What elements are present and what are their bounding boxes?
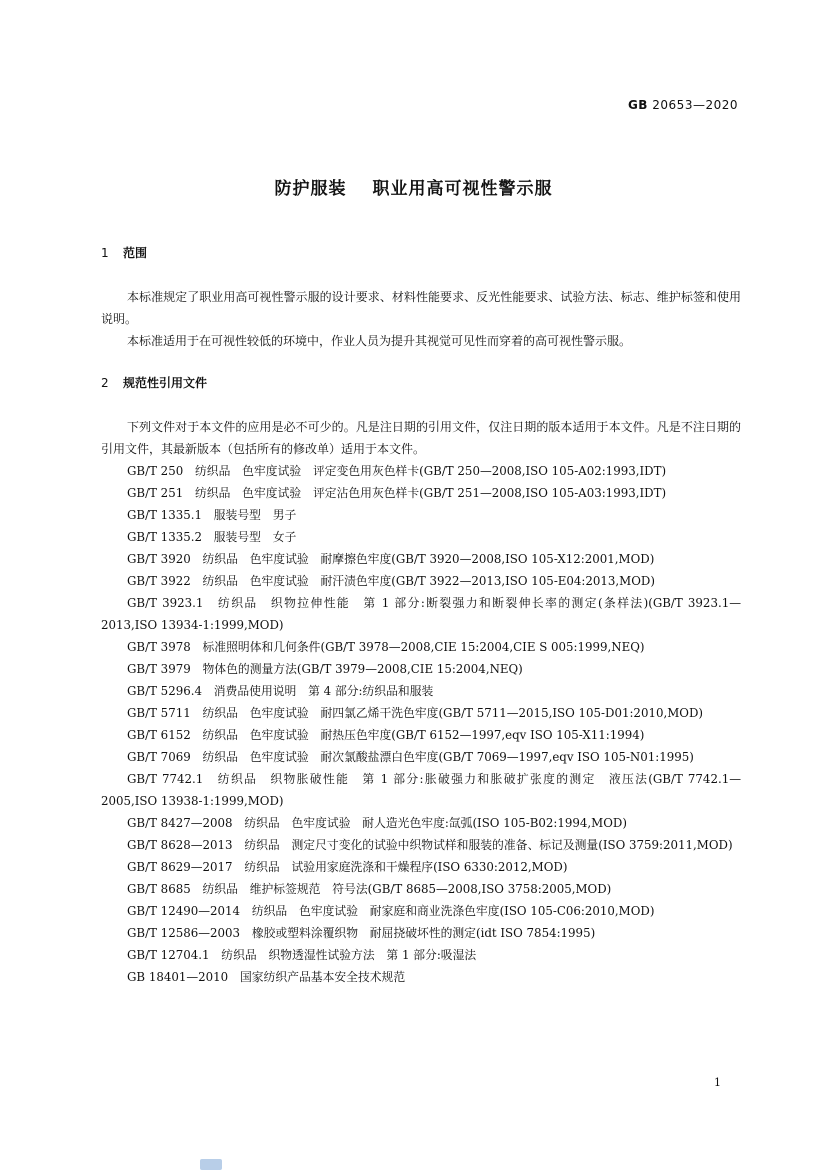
section-1-paragraph-2: 本标准适用于在可视性较低的环境中，作业人员为提升其视觉可见性而穿着的高可视性警示服。	[127, 334, 632, 348]
reference-item: GB/T 250 纺织品 色牢度试验 评定变色用灰色样卡(GB/T 250—2008,ISO 105-A02:1993,IDT)	[127, 464, 667, 478]
reference-list	[101, 460, 741, 988]
reference-item: GB 18401—2010 国家纺织产品基本安全技术规范	[127, 970, 406, 984]
reference-item: GB/T 5296.4 消费品使用说明 第 4 部分:纺织品和服装	[127, 684, 434, 698]
reference-item: GB/T 3979 物体色的测量方法(GB/T 3979—2008,CIE 15:2004,NEQ)	[127, 662, 523, 676]
page-number: 1	[714, 1076, 721, 1089]
title-part-2: 职业用高可视性警示服	[372, 179, 553, 199]
watermark-mark	[200, 1159, 222, 1170]
reference-item: GB/T 7742.1 纺织品 织物胀破性能 第 1 部分:胀破强力和胀破扩张度的测定 液压法(GB/T 7742.1—2005,ISO 13938-1:1999,MOD)	[101, 772, 741, 808]
reference-item: GB/T 8685 纺织品 维护标签规范 符号法(GB/T 8685—2008,ISO 3758:2005,MOD)	[127, 882, 612, 896]
title-part-1: 防护服装	[274, 179, 347, 199]
section-1-title: 范围	[123, 246, 148, 260]
reference-item: GB/T 12586—2003 橡胶或塑料涂覆织物 耐屈挠破坏性的测定(idt ISO 7854:1995)	[127, 926, 596, 940]
section-2-number: 2	[101, 376, 109, 390]
reference-item: GB/T 12490—2014 纺织品 色牢度试验 耐家庭和商业洗涤色牢度(ISO 105-C06:2010,MOD)	[127, 904, 655, 918]
reference-item: GB/T 5711 纺织品 色牢度试验 耐四氯乙烯干洗色牢度(GB/T 5711—2015,ISO 105-D01:2010,MOD)	[127, 706, 704, 720]
reference-item: GB/T 251 纺织品 色牢度试验 评定沾色用灰色样卡(GB/T 251—2008,ISO 105-A03:1993,IDT)	[127, 486, 667, 500]
reference-item: GB/T 3922 纺织品 色牢度试验 耐汗渍色牢度(GB/T 3922—2013,ISO 105-E04:2013,MOD)	[127, 574, 655, 588]
section-1-heading	[101, 244, 147, 261]
section-2-heading	[101, 374, 207, 391]
reference-item: GB/T 7069 纺织品 色牢度试验 耐次氯酸盐漂白色牢度(GB/T 7069—1997,eqv ISO 105-N01:1995)	[127, 750, 694, 764]
reference-item: GB/T 1335.2 服装号型 女子	[127, 530, 297, 544]
reference-item: GB/T 8628—2013 纺织品 测定尺寸变化的试验中织物试样和服装的准备、标记及测量(ISO 3759:2011,MOD)	[127, 838, 733, 852]
reference-item: GB/T 3920 纺织品 色牢度试验 耐摩擦色牢度(GB/T 3920—2008,ISO 105-X12:2001,MOD)	[127, 552, 655, 566]
reference-item: GB/T 1335.1 服装号型 男子	[127, 508, 297, 522]
reference-item: GB/T 8427—2008 纺织品 色牢度试验 耐人造光色牢度:氙弧(ISO 105-B02:1994,MOD)	[127, 816, 627, 830]
reference-item: GB/T 3923.1 纺织品 织物拉伸性能 第 1 部分:断裂强力和断裂伸长率的测定(条样法)(GB/T 3923.1—2013,ISO 13934-1:1999,MOD)	[101, 596, 741, 632]
standard-code: 20653—2020	[652, 98, 738, 112]
section-2-intro: 下列文件对于本文件的应用是必不可少的。凡是注日期的引用文件，仅注日期的版本适用于本文件。凡是不注日期的引用文件，其最新版本（包括所有的修改单）适用于本文件。	[101, 420, 741, 456]
reference-item: GB/T 8629—2017 纺织品 试验用家庭洗涤和干燥程序(ISO 6330:2012,MOD)	[127, 860, 568, 874]
section-2-title: 规范性引用文件	[123, 376, 208, 390]
reference-item: GB/T 6152 纺织品 色牢度试验 耐热压色牢度(GB/T 6152—1997,eqv ISO 105-X11:1994)	[127, 728, 645, 742]
standard-number	[628, 98, 738, 112]
document-title	[0, 174, 827, 199]
reference-item: GB/T 12704.1 纺织品 织物透湿性试验方法 第 1 部分:吸湿法	[127, 948, 477, 962]
section-1-paragraph-1: 本标准规定了职业用高可视性警示服的设计要求、材料性能要求、反光性能要求、试验方法、标志、维护标签和使用说明。	[101, 290, 741, 326]
section-1-number: 1	[101, 246, 109, 260]
reference-item: GB/T 3978 标准照明体和几何条件(GB/T 3978—2008,CIE 15:2004,CIE S 005:1999,NEQ)	[127, 640, 645, 654]
standard-prefix: GB	[627, 98, 648, 112]
